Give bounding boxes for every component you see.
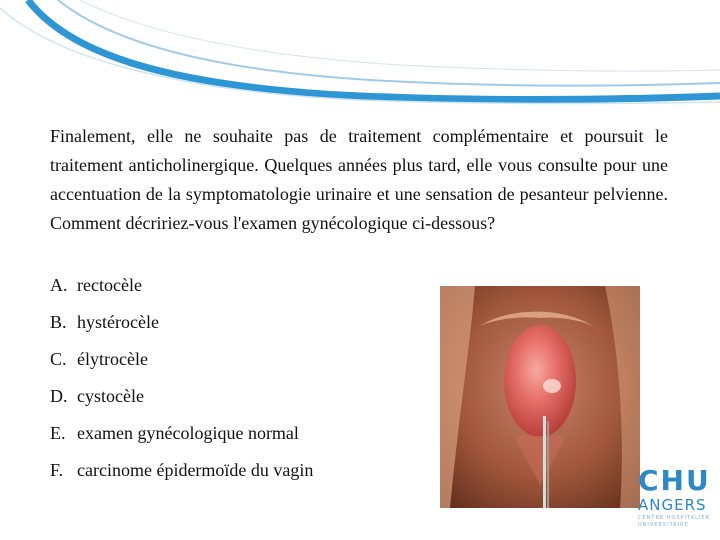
clinical-photo [440, 286, 640, 508]
logo-subtitle-1: CENTRE HOSPITALIER [638, 515, 711, 521]
question-text: Finalement, elle ne souhaite pas de traitement complémentaire et poursuit le traitement anticholinergique. Quelques années plus tard, elle vous consulte pour une accentuation de la symptomatologie urinaire et une sensation de pesanteur pelvienne. Comment décririez-vous l'examen gynécologique ci-dessous? [50, 126, 668, 233]
option-d[interactable] [50, 381, 313, 418]
logo-chu-text: CHU [638, 464, 711, 497]
option-label: hystérocèle [77, 312, 159, 332]
option-letter: F. [50, 460, 64, 480]
clinical-photo-illustration [440, 286, 640, 508]
swoosh-faint-stroke-2 [80, 0, 720, 71]
chu-angers-logo [636, 466, 720, 532]
option-letter: C. [50, 349, 67, 369]
option-a[interactable] [50, 270, 313, 307]
option-f[interactable] [50, 455, 313, 492]
option-c[interactable] [50, 344, 313, 381]
logo-subtitle-2: UNIVERSITAIRE [638, 522, 689, 528]
option-letter: B. [50, 312, 67, 332]
decorative-swoosh [0, 0, 720, 110]
option-label: rectocèle [77, 275, 142, 295]
option-label: carcinome épidermoïde du vagin [77, 460, 314, 480]
option-letter: A. [50, 275, 68, 295]
option-label: cystocèle [77, 386, 144, 406]
option-letter: E. [50, 423, 66, 443]
option-e[interactable] [50, 418, 313, 455]
option-b[interactable] [50, 307, 313, 344]
option-label: examen gynécologique normal [77, 423, 299, 443]
option-letter: D. [50, 386, 68, 406]
answer-options [50, 270, 313, 492]
logo-angers-text: ANGERS [638, 496, 707, 514]
option-label: élytrocèle [77, 349, 148, 369]
